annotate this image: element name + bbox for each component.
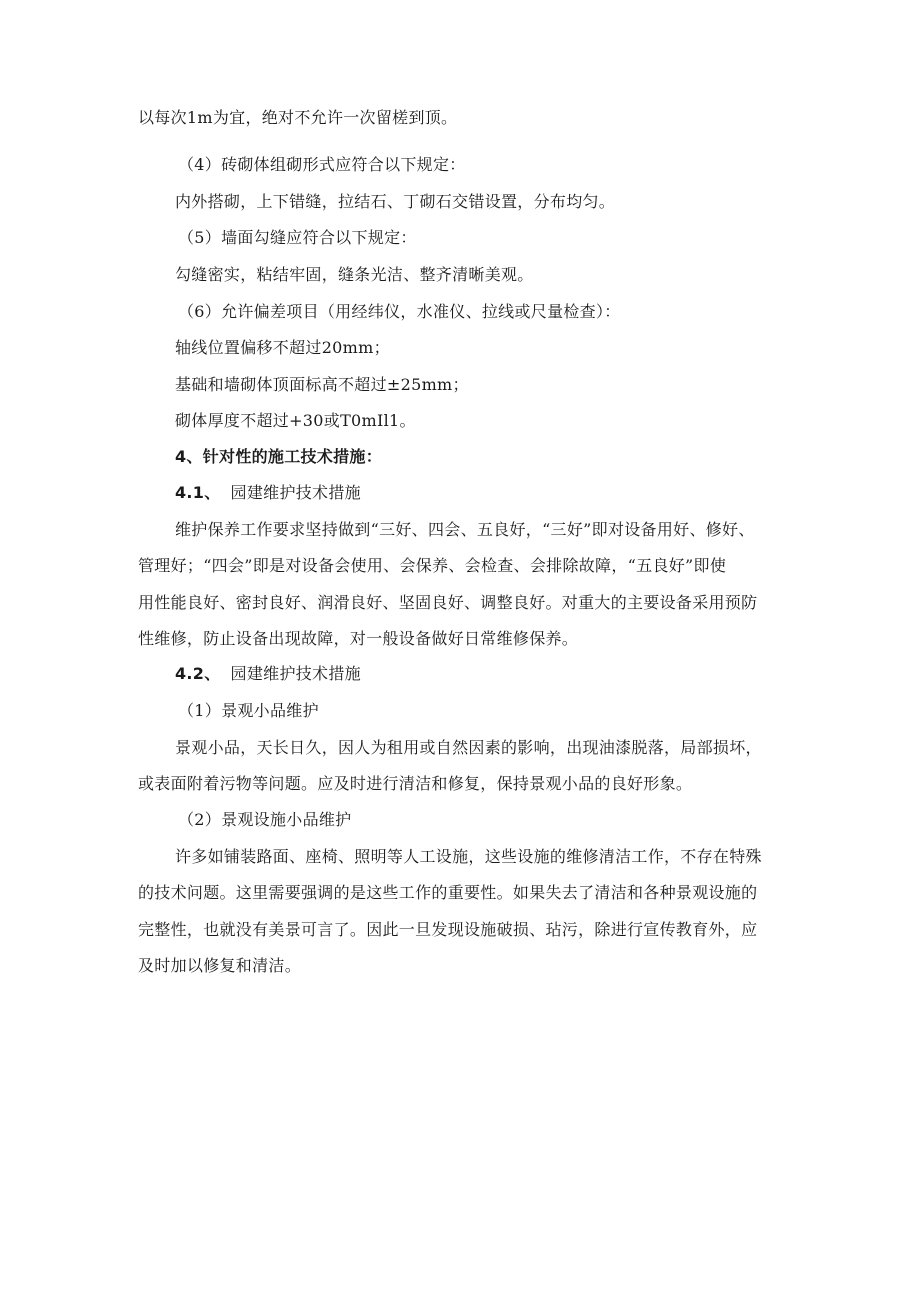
subsection-label: （1）景观小品维护 [178, 701, 319, 720]
paragraph-line: 及时加以修复和清洁。 [138, 956, 302, 975]
text-line: （5）墙面勾缝应符合以下规定： [178, 228, 417, 247]
paragraph-line: 管理好；“四会”即是对设备会使用、会保养、会检查、会排除故障，“五良好”即使 [138, 556, 727, 575]
text-line: （6）允许偏差项目（用经纬仪，水准仪、拉线或尺量检查）： [178, 302, 621, 321]
paragraph-line: 完整性，也就没有美景可言了。因此一旦发现设施破损、玷污，除进行宣传教育外，应 [138, 920, 758, 939]
text-line: 轴线位置偏移不超过20mm； [175, 338, 390, 357]
section-heading-4: 4、针对性的施工技术措施： [175, 447, 383, 466]
paragraph-line: 景观小品，天长日久，因人为租用或自然因素的影响，出现油漆脱落，局部损坏， [175, 738, 762, 757]
section-heading-4-2 [175, 664, 361, 684]
subsection-label: （2）景观设施小品维护 [178, 810, 352, 829]
text-line: 以每次1m为宜，绝对不允许一次留槎到顶。 [138, 108, 458, 127]
paragraph-line: 的技术问题。这里需要强调的是这些工作的重要性。如果失去了清洁和各种景观设施的 [138, 883, 758, 902]
text-line: 基础和墙砌体顶面标高不超过±25mm； [175, 375, 469, 394]
paragraph-line: 许多如铺装路面、座椅、照明等人工设施，这些设施的维修清洁工作，不存在特殊 [175, 847, 762, 866]
section-number: 4.1、 [175, 483, 221, 502]
text-line: 内外搭砌，上下错缝，拉结石、丁砌石交错设置，分布均匀。 [175, 192, 616, 211]
text-line: 勾缝密实，粘结牢固，缝条光洁、整齐清晰美观。 [175, 265, 534, 284]
paragraph-line: 用性能良好、密封良好、润滑良好、坚固良好、调整良好。对重大的主要设备采用预防 [138, 593, 758, 612]
paragraph-line: 性维修，防止设备出现故障，对一般设备做好日常维修保养。 [138, 629, 579, 648]
section-title: 园建维护技术措施 [230, 483, 361, 502]
text-line: （4）砖砌体组砌形式应符合以下规定： [178, 155, 466, 174]
section-heading-4-1 [175, 483, 361, 503]
paragraph-line: 维护保养工作要求坚持做到“三好、四会、五良好，“三好”即对设备用好、修好、 [175, 520, 755, 539]
text-line: 砌体厚度不超过+30或T0mIl1。 [175, 411, 416, 430]
section-number: 4.2、 [175, 664, 221, 683]
section-title: 园建维护技术措施 [230, 664, 361, 683]
paragraph-line: 或表面附着污物等问题。应及时进行清洁和修复，保持景观小品的良好形象。 [138, 774, 693, 793]
